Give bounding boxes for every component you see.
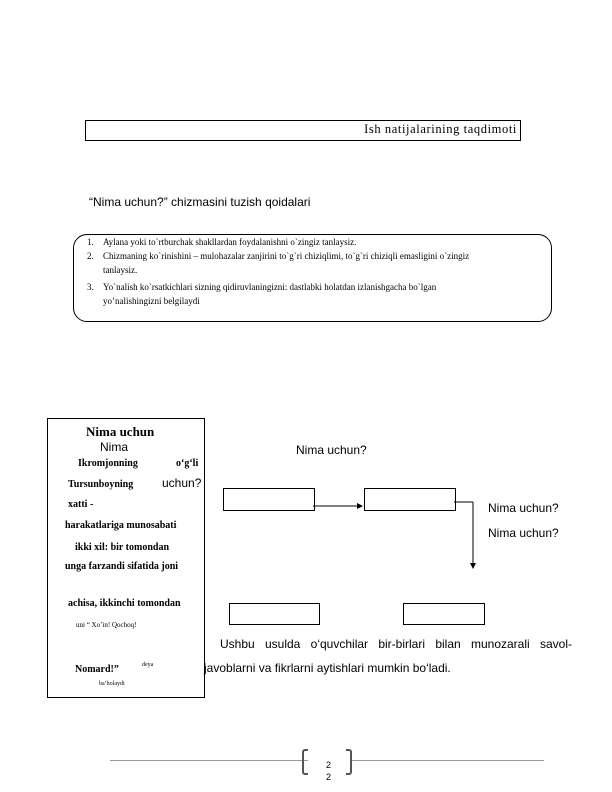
diagram-label-top: Nima uchun? bbox=[296, 443, 367, 457]
footer-rule-right bbox=[352, 760, 544, 761]
rule-text: yo’nalishingizni belgilaydi bbox=[103, 296, 200, 306]
box-line: Tursunboyning bbox=[68, 479, 134, 490]
rule-text: Aylana yoki to`rtburchak shakllardan foydalanishni o`zingiz tanlaysiz. bbox=[103, 237, 357, 247]
box-line: Nomard!” bbox=[75, 664, 119, 675]
rule-number: 2. bbox=[87, 251, 94, 261]
page-number: 2 bbox=[326, 772, 332, 782]
rule-text: tanlaysiz. bbox=[103, 265, 138, 275]
box-line: uchun? bbox=[162, 476, 202, 490]
box-line: ba’holaydi bbox=[99, 681, 125, 687]
section-title: “Nima uchun?” chizmasini tuzish qoidalari bbox=[89, 195, 311, 209]
box-line: unga farzandi sifatida joni bbox=[65, 561, 179, 572]
rule-number: 1. bbox=[87, 237, 94, 247]
footer-rule-left bbox=[110, 760, 308, 761]
box-line: uni “ Xo’in! Qochoq! bbox=[76, 621, 137, 629]
page-number: 2 bbox=[326, 760, 332, 770]
body-paragraph: Ushbu usulda o‘quvchilar bir-birlari bilan munozarali savol-javoblarni va fikrlarni aytishlari mumkin bo‘ladi. bbox=[204, 637, 572, 675]
box-line: Ikromjonning bbox=[78, 458, 138, 469]
rule-text: Chizmaning ko`rinishini – mulohazalar zanjirini to`g`ri chiziqlimi, to`g`ri chiziqli emasligini o`zingiz bbox=[103, 251, 470, 261]
page-bracket-right bbox=[346, 749, 352, 775]
box-line: deya bbox=[142, 662, 154, 668]
page-bracket-left bbox=[302, 749, 308, 775]
diagram-label-right: Nima uchun? bbox=[488, 501, 559, 515]
banner-title: Ish natijalarining taqdimoti bbox=[364, 122, 517, 136]
box-line: achisa, ikkinchi tomondan bbox=[68, 598, 181, 609]
box-line: harakatlariga munosabati bbox=[65, 520, 177, 531]
rule-number: 3. bbox=[87, 282, 94, 292]
box-title: Nima uchun bbox=[86, 424, 155, 439]
box-line: xatti - bbox=[68, 499, 94, 510]
box-line: o‘g‘li bbox=[176, 458, 199, 469]
rule-text: Yo`nalish ko`rsatkichlari sizning qidiruvlaningizni: dastlabki holatdan izlanishgacha bo`lgan bbox=[103, 282, 437, 292]
box-line: ikki xil: bir tomondan bbox=[75, 542, 170, 553]
diagram-label-right: Nima uchun? bbox=[488, 526, 559, 540]
box-line: Nima bbox=[100, 440, 129, 454]
